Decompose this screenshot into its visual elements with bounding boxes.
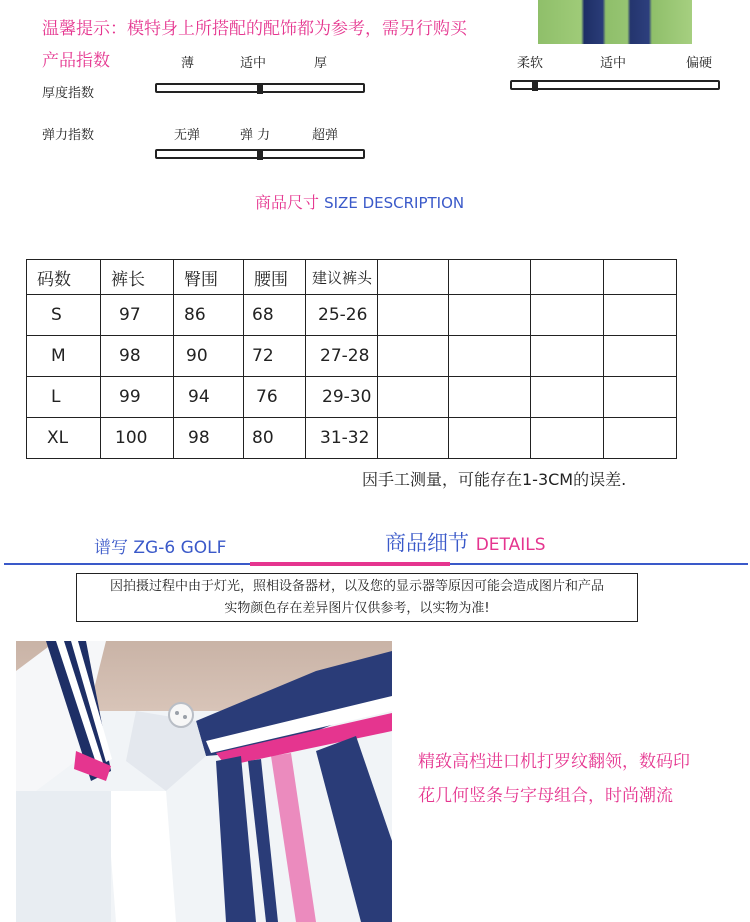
section-divider-accent xyxy=(250,562,450,566)
disclaimer-line-2: 实物颜色存在差异图片仅供参考，以实物为准! xyxy=(224,601,490,616)
recommended-cell: 29-30 xyxy=(306,377,378,418)
header-cell: 裤长 xyxy=(101,260,174,295)
hip-cell: 90 xyxy=(174,336,244,377)
empty-cell xyxy=(449,377,531,418)
empty-cell xyxy=(378,336,449,377)
elasticity-scale-high: 超弹 xyxy=(312,128,339,143)
product-index-title: 产品指数 xyxy=(42,51,110,71)
empty-cell xyxy=(531,336,604,377)
elasticity-label: 弹力指数 xyxy=(42,128,95,143)
header-cell xyxy=(604,260,677,295)
collar-detail-photo xyxy=(16,641,392,922)
empty-cell xyxy=(449,295,531,336)
table-row xyxy=(27,377,677,418)
empty-cell xyxy=(531,377,604,418)
size-table xyxy=(26,259,677,459)
thickness-marker xyxy=(257,84,263,94)
empty-cell xyxy=(531,295,604,336)
empty-cell xyxy=(604,295,677,336)
empty-cell xyxy=(604,336,677,377)
empty-cell xyxy=(378,295,449,336)
size-cell: XL xyxy=(27,418,101,459)
collar-illustration xyxy=(16,641,392,922)
header-cell: 建议裤头 xyxy=(306,260,378,295)
thickness-bar xyxy=(155,83,365,93)
recommended-cell: 25-26 xyxy=(306,295,378,336)
elasticity-bar xyxy=(155,149,365,159)
length-cell: 100 xyxy=(101,418,174,459)
table-row xyxy=(27,418,677,459)
thickness-label: 厚度指数 xyxy=(42,86,95,101)
waist-cell: 68 xyxy=(244,295,306,336)
header-cell: 码数 xyxy=(27,260,101,295)
details-section-title xyxy=(385,527,546,557)
softness-scale-high: 偏硬 xyxy=(686,56,713,71)
size-section-title xyxy=(255,190,464,213)
table-row xyxy=(27,295,677,336)
size-title-cn: 商品尺寸 xyxy=(255,193,320,212)
softness-bar xyxy=(510,80,720,90)
elasticity-marker xyxy=(257,150,263,160)
recommended-cell: 27-28 xyxy=(306,336,378,377)
thickness-scale-low: 薄 xyxy=(181,56,195,71)
length-cell: 99 xyxy=(101,377,174,418)
model-photo-crop xyxy=(538,0,692,44)
table-row xyxy=(27,336,677,377)
header-cell: 腰围 xyxy=(244,260,306,295)
thickness-scale-mid: 适中 xyxy=(240,56,267,71)
hip-cell: 94 xyxy=(174,377,244,418)
header-cell xyxy=(449,260,531,295)
size-cell: S xyxy=(27,295,101,336)
size-cell: L xyxy=(27,377,101,418)
waist-cell: 80 xyxy=(244,418,306,459)
detail-line-1: 精致高档进口机打罗纹翻领，数码印 xyxy=(418,752,690,772)
empty-cell xyxy=(604,418,677,459)
length-cell: 98 xyxy=(101,336,174,377)
softness-scale-low: 柔软 xyxy=(517,56,544,71)
elasticity-scale-mid: 弹 力 xyxy=(240,128,271,143)
recommended-cell: 31-32 xyxy=(306,418,378,459)
measurement-note: 因手工测量，可能存在1-3CM的误差. xyxy=(362,470,627,489)
length-cell: 97 xyxy=(101,295,174,336)
brand-line: 谱写 ZG-6 GOLF xyxy=(94,538,227,558)
hip-cell: 98 xyxy=(174,418,244,459)
size-title-en: SIZE DESCRIPTION xyxy=(324,194,465,212)
detail-description xyxy=(418,745,738,813)
empty-cell xyxy=(449,336,531,377)
header-cell xyxy=(378,260,449,295)
empty-cell xyxy=(531,418,604,459)
header-cell: 臀围 xyxy=(174,260,244,295)
color-disclaimer xyxy=(76,573,638,622)
detail-line-2: 花几何竖条与字母组合，时尚潮流 xyxy=(418,786,673,806)
elasticity-scale-low: 无弹 xyxy=(174,128,201,143)
empty-cell xyxy=(378,377,449,418)
size-table-header xyxy=(27,260,677,295)
empty-cell xyxy=(604,377,677,418)
empty-cell xyxy=(378,418,449,459)
details-title-cn: 商品细节 xyxy=(385,531,469,555)
header-cell xyxy=(531,260,604,295)
softness-marker xyxy=(532,81,538,91)
tip-notice: 温馨提示：模特身上所搭配的配饰都为参考，需另行购买 xyxy=(42,19,467,39)
waist-cell: 76 xyxy=(244,377,306,418)
disclaimer-line-1: 因拍摄过程中由于灯光，照相设备器材，以及您的显示器等原因可能会造成图片和产品 xyxy=(109,579,604,594)
hip-cell: 86 xyxy=(174,295,244,336)
details-title-en: DETAILS xyxy=(475,535,546,555)
softness-scale-mid: 适中 xyxy=(600,56,627,71)
waist-cell: 72 xyxy=(244,336,306,377)
thickness-scale-high: 厚 xyxy=(314,56,328,71)
size-cell: M xyxy=(27,336,101,377)
empty-cell xyxy=(449,418,531,459)
